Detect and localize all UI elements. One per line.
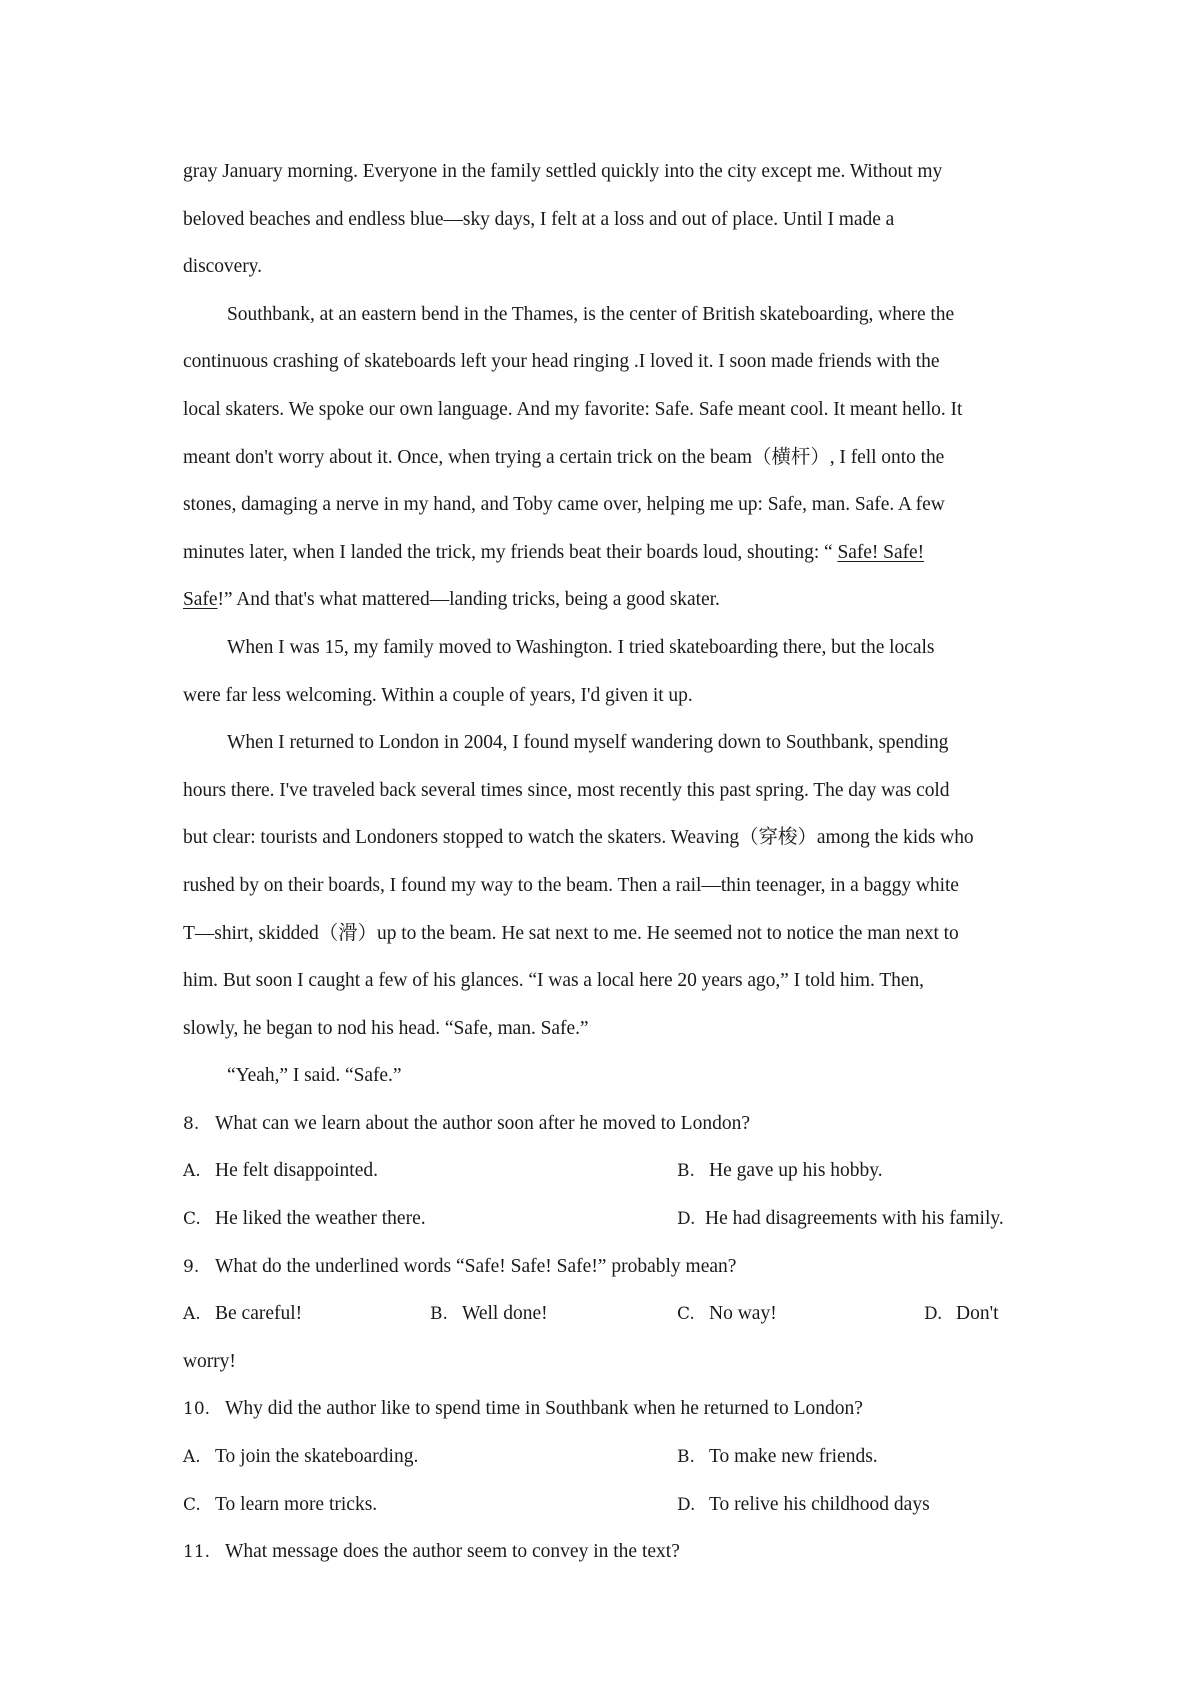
question-number: 9. [183,1256,200,1277]
question-8 [183,1100,1027,1148]
option-text: To join the skateboarding. [215,1446,419,1468]
question-number: 11. [183,1542,211,1563]
question-text: What can we learn about the author soon after he moved to London? [215,1112,750,1134]
option-label: D. [924,1304,943,1325]
option-b[interactable] [430,1290,548,1339]
option-text: Don't [956,1303,999,1325]
passage-line: T—shirt, skidded（滑）up to the beam. He sat next to me. He seemed not to notice the man next to [183,922,959,944]
option-c[interactable] [183,1195,426,1244]
passage-line: meant don't worry about it. Once, when trying a certain trick on the beam（横杆）, I fell onto the [183,446,945,468]
option-text: He felt disappointed. [215,1160,378,1182]
passage-line: him. But soon I caught a few of his glances. “I was a local here 20 years ago,” I told him. Then, [183,970,924,992]
option-label: D. [677,1209,696,1230]
question-10-options-row [183,1433,1027,1481]
option-text: To learn more tricks. [215,1493,378,1515]
option-b[interactable] [677,1433,878,1482]
option-label: B. [677,1161,695,1182]
option-label: A. [183,1447,201,1468]
option-text: Be careful! [215,1303,303,1325]
option-b[interactable] [677,1147,883,1196]
passage-line: beloved beaches and endless blue—sky days, I felt at a loss and out of place. Until I made a [183,208,895,230]
option-d[interactable] [924,1290,999,1339]
option-label: A. [183,1304,201,1325]
option-c[interactable] [183,1481,377,1530]
passage-line [183,529,1027,577]
document-page [183,148,1027,1576]
question-text: What do the underlined words “Safe! Safe! Safe!” probably mean? [215,1255,737,1277]
question-10 [183,1385,1027,1433]
question-number: 8. [183,1113,200,1134]
option-label: A. [183,1161,201,1182]
passage-line: discovery. [183,256,262,278]
option-d-wrap: worry! [183,1350,236,1372]
option-label: C. [183,1209,201,1230]
option-text: To make new friends. [709,1446,878,1468]
underlined-words: Safe [183,589,218,611]
option-d[interactable] [677,1195,1004,1244]
passage-line: continuous crashing of skateboards left your head ringing .I loved it. I soon made friends with the [183,351,940,373]
passage-line: “Yeah,” I said. “Safe.” [227,1065,402,1087]
passage-line: were far less welcoming. Within a couple of years, I'd given it up. [183,684,693,706]
option-d[interactable] [677,1481,930,1530]
passage-text: minutes later, when I landed the trick, my friends beat their boards loud, shouting: “ [183,541,838,563]
passage-line: slowly, he began to nod his head. “Safe, man. Safe.” [183,1017,589,1039]
passage-text: !” And that's what mattered—landing tricks, being a good skater. [217,589,720,611]
passage-line: When I returned to London in 2004, I found myself wandering down to Southbank, spending [227,732,949,754]
passage-line: Southbank, at an eastern bend in the Thames, is the center of British skateboarding, where the [227,303,955,325]
passage-line: but clear: tourists and Londoners stopped to watch the skaters. Weaving（穿梭）among the kids who [183,827,974,849]
passage-line: gray January morning. Everyone in the family settled quickly into the city except me. Without my [183,161,943,182]
passage-line: hours there. I've traveled back several times since, most recently this past spring. The day was cold [183,779,950,801]
passage-line: stones, damaging a nerve in my hand, and Toby came over, helping me up: Safe, man. Safe. A few [183,494,945,516]
option-text: To relive his childhood days [709,1493,930,1515]
passage-line: rushed by on their boards, I found my way to the beam. Then a rail—thin teenager, in a baggy white [183,874,959,896]
option-text: No way! [709,1303,777,1325]
option-text: Well done! [462,1303,548,1325]
question-9 [183,1243,1027,1291]
question-11 [183,1528,1027,1576]
passage-line [183,576,1027,624]
option-c[interactable] [677,1290,777,1339]
option-a[interactable] [183,1147,378,1196]
question-number: 10. [183,1399,211,1420]
option-a[interactable] [183,1433,418,1482]
passage-line: local skaters. We spoke our own language. And my favorite: Safe. Safe meant cool. It meant hello. It [183,398,963,420]
question-10-options-row [183,1481,1027,1529]
option-a[interactable] [183,1290,302,1339]
option-text: He had disagreements with his family. [705,1208,1004,1230]
question-text: Why did the author like to spend time in Southbank when he returned to London? [225,1398,863,1420]
question-text: What message does the author seem to convey in the text? [225,1541,680,1563]
option-label: B. [430,1304,448,1325]
option-label: C. [183,1494,201,1515]
option-text: He gave up his hobby. [709,1160,883,1182]
question-8-options-row [183,1195,1027,1243]
option-label: C. [677,1304,695,1325]
question-8-options-row [183,1147,1027,1195]
passage-line: When I was 15, my family moved to Washington. I tried skateboarding there, but the locals [227,636,935,658]
question-9-options-row [183,1290,1027,1338]
option-text: He liked the weather there. [215,1208,426,1230]
option-label: B. [677,1447,695,1468]
underlined-words: Safe! Safe! [837,541,925,563]
option-label: D. [677,1494,696,1515]
